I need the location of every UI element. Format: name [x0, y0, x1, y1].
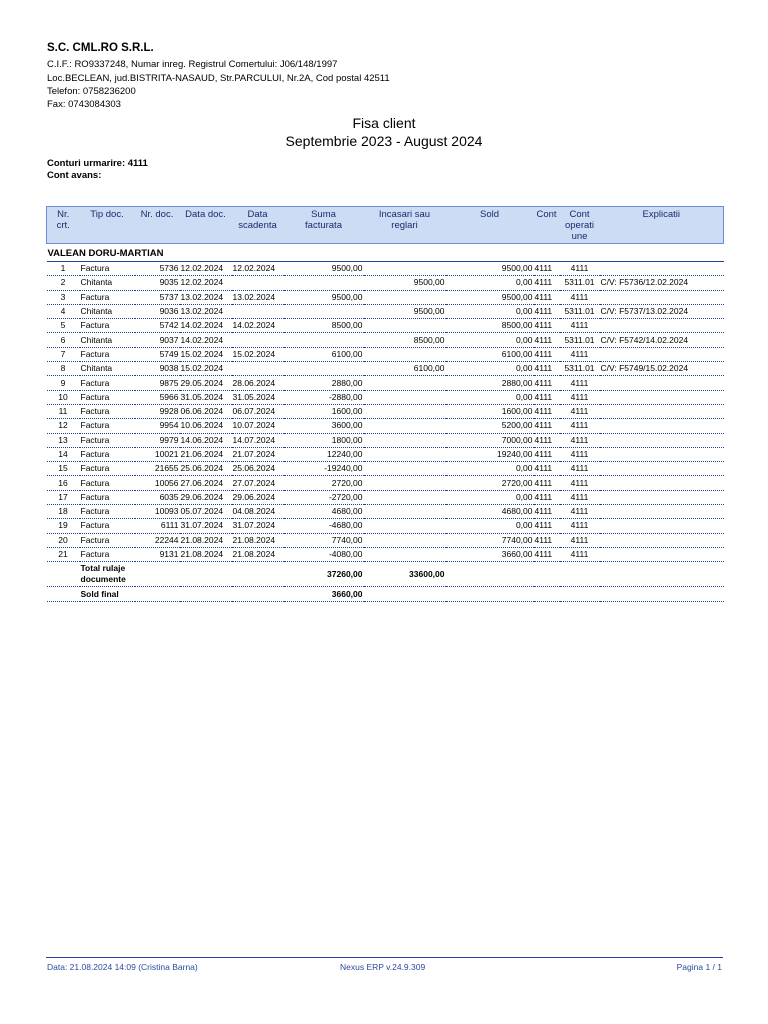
totals-label: Total rulaje documente — [80, 562, 284, 587]
cell-nr-crt: 5 — [47, 319, 80, 333]
cell-sold: 7000,00 — [446, 433, 534, 447]
cell-data-scadenta: 14.07.2024 — [232, 433, 284, 447]
cell-suma-facturata: 2880,00 — [284, 376, 364, 390]
cell-data-doc: 29.06.2024 — [180, 490, 232, 504]
cell-explicatii — [600, 533, 724, 547]
cell-incasari — [364, 262, 446, 276]
cell-tip-doc: Chitanta — [80, 276, 135, 290]
cell-cont-operatiune: 4111 — [560, 533, 600, 547]
cell-nr-doc: 9038 — [135, 362, 180, 376]
cell-cont-operatiune: 4111 — [560, 347, 600, 361]
cell-suma-facturata: -2720,00 — [284, 490, 364, 504]
table-row — [47, 519, 724, 533]
cell-incasari — [364, 533, 446, 547]
cell-data-scadenta: 29.06.2024 — [232, 490, 284, 504]
cell-nr-crt: 12 — [47, 419, 80, 433]
cell-nr-crt: 10 — [47, 390, 80, 404]
cell-explicatii — [600, 447, 724, 461]
cell-data-scadenta — [232, 362, 284, 376]
cell-data-scadenta: 21.07.2024 — [232, 447, 284, 461]
table-row — [47, 347, 724, 361]
cell-cont-operatiune: 4111 — [560, 447, 600, 461]
cell-nr-crt: 6 — [47, 333, 80, 347]
cell-tip-doc: Chitanta — [80, 362, 135, 376]
cell-nr-doc: 10021 — [135, 447, 180, 461]
cell-cont-operatiune: 4111 — [560, 390, 600, 404]
client-group-row — [47, 244, 724, 262]
cell-tip-doc: Chitanta — [80, 333, 135, 347]
cell-cont-operatiune: 4111 — [560, 419, 600, 433]
cell-tip-doc: Chitanta — [80, 304, 135, 318]
ledger-header-row — [47, 207, 724, 244]
cell-nr-crt: 4 — [47, 304, 80, 318]
cell-nr-doc: 5736 — [135, 262, 180, 276]
cell-explicatii — [600, 505, 724, 519]
cell-data-doc: 21.08.2024 — [180, 547, 232, 561]
cell-data-doc: 21.06.2024 — [180, 447, 232, 461]
cell-sold: 4680,00 — [446, 505, 534, 519]
cell-cont: 4111 — [534, 433, 560, 447]
cell-nr-crt: 8 — [47, 362, 80, 376]
cell-explicatii — [600, 490, 724, 504]
cell-incasari — [364, 462, 446, 476]
cell-data-doc: 14.02.2024 — [180, 319, 232, 333]
cell-data-doc: 05.07.2024 — [180, 505, 232, 519]
cell-data-scadenta: 25.06.2024 — [232, 462, 284, 476]
cell-data-doc: 31.05.2024 — [180, 390, 232, 404]
cell-nr-doc: 22244 — [135, 533, 180, 547]
cell-nr-crt: 17 — [47, 490, 80, 504]
cell-suma-facturata: -4080,00 — [284, 547, 364, 561]
cell-data-scadenta: 12.02.2024 — [232, 262, 284, 276]
table-row — [47, 362, 724, 376]
cell-sold: 0,00 — [446, 276, 534, 290]
cell-sold: 0,00 — [446, 490, 534, 504]
cell-suma-facturata — [284, 333, 364, 347]
table-row — [47, 447, 724, 461]
cell-cont: 4111 — [534, 347, 560, 361]
sold-final-row — [47, 587, 724, 602]
table-row — [47, 490, 724, 504]
cell-data-scadenta: 14.02.2024 — [232, 319, 284, 333]
cell-tip-doc: Factura — [80, 347, 135, 361]
cell-data-doc: 06.06.2024 — [180, 404, 232, 418]
cell-nr-crt: 15 — [47, 462, 80, 476]
cell-nr-doc: 10093 — [135, 505, 180, 519]
cell-cont: 4111 — [534, 333, 560, 347]
cell-incasari — [364, 547, 446, 561]
cell-cont: 4111 — [534, 447, 560, 461]
cell-cont: 4111 — [534, 533, 560, 547]
cell-nr-crt: 7 — [47, 347, 80, 361]
cell-tip-doc: Factura — [80, 447, 135, 461]
cell-sold: 0,00 — [446, 462, 534, 476]
cell-data-doc: 29.05.2024 — [180, 376, 232, 390]
cell-incasari: 8500,00 — [364, 333, 446, 347]
cell-sold: 0,00 — [446, 362, 534, 376]
cell-cont: 4111 — [534, 490, 560, 504]
cell-cont: 4111 — [534, 505, 560, 519]
cell-explicatii — [600, 519, 724, 533]
final-spacer — [47, 587, 80, 602]
cell-suma-facturata: 3600,00 — [284, 419, 364, 433]
company-cif: C.I.F.: RO9337248, Numar inreg. Registrul Comertului: J06/148/1997 — [47, 59, 338, 70]
cell-nr-doc: 21655 — [135, 462, 180, 476]
cell-cont-operatiune: 4111 — [560, 505, 600, 519]
cell-cont-operatiune: 5311.01 — [560, 333, 600, 347]
cell-tip-doc: Factura — [80, 505, 135, 519]
cell-explicatii — [600, 476, 724, 490]
header-cont: Cont — [534, 207, 560, 244]
cell-incasari — [364, 419, 446, 433]
cell-explicatii — [600, 404, 724, 418]
cell-incasari — [364, 447, 446, 461]
cell-incasari — [364, 433, 446, 447]
cell-data-doc: 13.02.2024 — [180, 290, 232, 304]
cell-tip-doc: Factura — [80, 490, 135, 504]
cell-sold: 7740,00 — [446, 533, 534, 547]
conturi-urmarire: Conturi urmarire: 4111 — [47, 158, 148, 169]
header-data-scadenta: Data scadenta — [232, 207, 284, 244]
document-title: Fisa client — [352, 115, 416, 131]
cell-data-scadenta: 13.02.2024 — [232, 290, 284, 304]
cell-data-doc: 10.06.2024 — [180, 419, 232, 433]
cell-incasari: 6100,00 — [364, 362, 446, 376]
cell-data-scadenta: 31.05.2024 — [232, 390, 284, 404]
cell-incasari — [364, 476, 446, 490]
cell-nr-crt: 2 — [47, 276, 80, 290]
table-row — [47, 290, 724, 304]
table-row — [47, 404, 724, 418]
header-tip-doc: Tip doc. — [80, 207, 135, 244]
cell-cont: 4111 — [534, 290, 560, 304]
cell-cont: 4111 — [534, 376, 560, 390]
cell-suma-facturata: -19240,00 — [284, 462, 364, 476]
cell-cont: 4111 — [534, 419, 560, 433]
cell-tip-doc: Factura — [80, 390, 135, 404]
cell-data-scadenta: 27.07.2024 — [232, 476, 284, 490]
cell-sold: 0,00 — [446, 390, 534, 404]
cell-suma-facturata — [284, 276, 364, 290]
cell-nr-doc: 6035 — [135, 490, 180, 504]
cell-tip-doc: Factura — [80, 290, 135, 304]
cell-incasari: 9500,00 — [364, 276, 446, 290]
cell-data-doc: 12.02.2024 — [180, 262, 232, 276]
cell-data-doc: 27.06.2024 — [180, 476, 232, 490]
cell-cont-operatiune: 4111 — [560, 319, 600, 333]
totals-rest — [446, 562, 724, 587]
cell-data-scadenta — [232, 276, 284, 290]
cell-nr-doc: 5749 — [135, 347, 180, 361]
cell-sold: 9500,00 — [446, 290, 534, 304]
cell-tip-doc: Factura — [80, 404, 135, 418]
cell-data-doc: 12.02.2024 — [180, 276, 232, 290]
table-row — [47, 390, 724, 404]
table-row — [47, 419, 724, 433]
header-incasari: Incasari sau reglari — [364, 207, 446, 244]
cell-nr-doc: 9131 — [135, 547, 180, 561]
cell-nr-doc: 5966 — [135, 390, 180, 404]
cell-data-scadenta: 31.07.2024 — [232, 519, 284, 533]
cell-sold: 0,00 — [446, 519, 534, 533]
cont-avans: Cont avans: — [47, 170, 102, 181]
cell-nr-crt: 21 — [47, 547, 80, 561]
cell-explicatii — [600, 347, 724, 361]
cell-cont: 4111 — [534, 404, 560, 418]
cell-data-doc: 13.02.2024 — [180, 304, 232, 318]
cell-suma-facturata: 7740,00 — [284, 533, 364, 547]
cell-nr-crt: 18 — [47, 505, 80, 519]
cell-data-scadenta: 28.06.2024 — [232, 376, 284, 390]
header-data-doc: Data doc. — [180, 207, 232, 244]
cell-suma-facturata: 12240,00 — [284, 447, 364, 461]
cell-data-doc: 21.08.2024 — [180, 533, 232, 547]
cell-tip-doc: Factura — [80, 547, 135, 561]
cell-data-doc: 31.07.2024 — [180, 519, 232, 533]
company-fax: Fax: 0743084303 — [47, 99, 121, 110]
cell-incasari — [364, 290, 446, 304]
cell-incasari — [364, 490, 446, 504]
table-row — [47, 433, 724, 447]
cell-nr-crt: 20 — [47, 533, 80, 547]
cell-data-scadenta — [232, 333, 284, 347]
cell-cont: 4111 — [534, 276, 560, 290]
cell-data-scadenta: 21.08.2024 — [232, 547, 284, 561]
cell-sold: 2880,00 — [446, 376, 534, 390]
table-row — [47, 533, 724, 547]
cell-data-scadenta: 15.02.2024 — [232, 347, 284, 361]
cell-nr-doc: 9037 — [135, 333, 180, 347]
cell-cont: 4111 — [534, 476, 560, 490]
cell-sold: 9500,00 — [446, 262, 534, 276]
cell-explicatii — [600, 547, 724, 561]
footer-divider — [46, 957, 723, 958]
cell-data-doc: 15.02.2024 — [180, 347, 232, 361]
cell-cont: 4111 — [534, 362, 560, 376]
cell-nr-crt: 1 — [47, 262, 80, 276]
cell-cont: 4111 — [534, 319, 560, 333]
cell-data-doc: 25.06.2024 — [180, 462, 232, 476]
cell-explicatii: C/V: F5742/14.02.2024 — [600, 333, 724, 347]
cell-cont-operatiune: 4111 — [560, 290, 600, 304]
cell-tip-doc: Factura — [80, 319, 135, 333]
cell-incasari — [364, 319, 446, 333]
cell-explicatii: C/V: F5749/15.02.2024 — [600, 362, 724, 376]
cell-data-scadenta: 10.07.2024 — [232, 419, 284, 433]
cell-nr-crt: 9 — [47, 376, 80, 390]
company-name: S.C. CML.RO S.R.L. — [47, 42, 154, 54]
document-period: Septembrie 2023 - August 2024 — [285, 133, 483, 149]
cell-nr-crt: 14 — [47, 447, 80, 461]
ledger-table — [46, 206, 724, 602]
cell-cont: 4111 — [534, 462, 560, 476]
table-row — [47, 505, 724, 519]
totals-suma-facturata: 37260,00 — [284, 562, 364, 587]
cell-nr-doc: 5742 — [135, 319, 180, 333]
cell-cont-operatiune: 4111 — [560, 433, 600, 447]
cell-suma-facturata: -4680,00 — [284, 519, 364, 533]
cell-cont-operatiune: 4111 — [560, 262, 600, 276]
sold-final-value: 3660,00 — [284, 587, 364, 602]
cell-tip-doc: Factura — [80, 476, 135, 490]
header-nr-doc: Nr. doc. — [135, 207, 180, 244]
totals-row — [47, 562, 724, 587]
cell-sold: 1600,00 — [446, 404, 534, 418]
cell-cont-operatiune: 5311.01 — [560, 362, 600, 376]
cell-nr-crt: 13 — [47, 433, 80, 447]
cell-suma-facturata: 6100,00 — [284, 347, 364, 361]
cell-nr-doc: 5737 — [135, 290, 180, 304]
cell-nr-doc: 9979 — [135, 433, 180, 447]
client-name: VALEAN DORU-MARTIAN — [47, 244, 724, 262]
cell-tip-doc: Factura — [80, 462, 135, 476]
header-suma-facturata: Suma facturata — [284, 207, 364, 244]
cell-cont-operatiune: 4111 — [560, 376, 600, 390]
cell-tip-doc: Factura — [80, 376, 135, 390]
cell-sold: 0,00 — [446, 333, 534, 347]
cell-explicatii — [600, 376, 724, 390]
final-rest — [364, 587, 724, 602]
cell-cont: 4111 — [534, 519, 560, 533]
table-row — [47, 462, 724, 476]
cell-tip-doc: Factura — [80, 419, 135, 433]
table-row — [47, 304, 724, 318]
cell-data-doc: 14.06.2024 — [180, 433, 232, 447]
cell-nr-crt: 3 — [47, 290, 80, 304]
cell-cont-operatiune: 4111 — [560, 490, 600, 504]
cell-sold: 2720,00 — [446, 476, 534, 490]
cell-cont-operatiune: 5311.01 — [560, 276, 600, 290]
cell-data-doc: 15.02.2024 — [180, 362, 232, 376]
cell-cont-operatiune: 4111 — [560, 404, 600, 418]
header-explicatii: Explicatii — [600, 207, 724, 244]
cell-suma-facturata: -2880,00 — [284, 390, 364, 404]
cell-incasari — [364, 376, 446, 390]
cell-explicatii — [600, 262, 724, 276]
cell-incasari — [364, 347, 446, 361]
cell-cont-operatiune: 4111 — [560, 462, 600, 476]
cell-sold: 6100,00 — [446, 347, 534, 361]
footer-date: Data: 21.08.2024 14:09 (Cristina Barna) — [47, 962, 198, 972]
cell-suma-facturata: 1800,00 — [284, 433, 364, 447]
cell-data-doc: 14.02.2024 — [180, 333, 232, 347]
header-nr-crt: Nr. crt. — [47, 207, 80, 244]
cell-explicatii — [600, 462, 724, 476]
cell-suma-facturata: 2720,00 — [284, 476, 364, 490]
cell-suma-facturata — [284, 304, 364, 318]
cell-nr-doc: 6111 — [135, 519, 180, 533]
header-cont-operatiune: Cont operati une — [560, 207, 600, 244]
cell-nr-doc: 9954 — [135, 419, 180, 433]
cell-data-scadenta: 06.07.2024 — [232, 404, 284, 418]
cell-suma-facturata — [284, 362, 364, 376]
cell-incasari: 9500,00 — [364, 304, 446, 318]
cell-tip-doc: Factura — [80, 519, 135, 533]
footer-version: Nexus ERP v.24.9.309 — [340, 962, 426, 972]
cell-incasari — [364, 390, 446, 404]
cell-nr-crt: 19 — [47, 519, 80, 533]
cell-explicatii — [600, 419, 724, 433]
cell-cont-operatiune: 4111 — [560, 476, 600, 490]
cell-nr-crt: 16 — [47, 476, 80, 490]
cell-cont-operatiune: 5311.01 — [560, 304, 600, 318]
cell-explicatii: C/V: F5736/12.02.2024 — [600, 276, 724, 290]
company-address: Loc.BECLEAN, jud.BISTRITA-NASAUD, Str.PARCULUI, Nr.2A, Cod postal 42511 — [47, 73, 390, 84]
cell-incasari — [364, 505, 446, 519]
table-row — [47, 319, 724, 333]
cell-explicatii — [600, 433, 724, 447]
cell-sold: 0,00 — [446, 304, 534, 318]
sold-final-label: Sold final — [80, 587, 284, 602]
cell-tip-doc: Factura — [80, 433, 135, 447]
cell-explicatii: C/V: F5737/13.02.2024 — [600, 304, 724, 318]
cell-tip-doc: Factura — [80, 262, 135, 276]
cell-explicatii — [600, 319, 724, 333]
company-phone: Telefon: 0758236200 — [47, 86, 136, 97]
table-row — [47, 262, 724, 276]
cell-explicatii — [600, 290, 724, 304]
table-row — [47, 547, 724, 561]
table-row — [47, 376, 724, 390]
cell-nr-doc: 9875 — [135, 376, 180, 390]
cell-tip-doc: Factura — [80, 533, 135, 547]
cell-nr-doc: 9035 — [135, 276, 180, 290]
cell-explicatii — [600, 390, 724, 404]
cell-sold: 5200,00 — [446, 419, 534, 433]
cell-cont: 4111 — [534, 547, 560, 561]
cell-nr-doc: 9928 — [135, 404, 180, 418]
cell-sold: 19240,00 — [446, 447, 534, 461]
cell-nr-crt: 11 — [47, 404, 80, 418]
cell-cont: 4111 — [534, 390, 560, 404]
cell-data-scadenta: 21.08.2024 — [232, 533, 284, 547]
table-row — [47, 276, 724, 290]
cell-suma-facturata: 4680,00 — [284, 505, 364, 519]
cell-suma-facturata: 8500,00 — [284, 319, 364, 333]
cell-incasari — [364, 404, 446, 418]
totals-spacer — [47, 562, 80, 587]
cell-data-scadenta: 04.08.2024 — [232, 505, 284, 519]
cell-nr-doc: 9036 — [135, 304, 180, 318]
cell-cont: 4111 — [534, 304, 560, 318]
cell-suma-facturata: 9500,00 — [284, 262, 364, 276]
cell-incasari — [364, 519, 446, 533]
table-row — [47, 476, 724, 490]
footer-page: Pagina 1 / 1 — [676, 962, 722, 972]
cell-cont-operatiune: 4111 — [560, 519, 600, 533]
cell-suma-facturata: 9500,00 — [284, 290, 364, 304]
totals-incasari: 33600,00 — [364, 562, 446, 587]
cell-nr-doc: 10056 — [135, 476, 180, 490]
cell-sold: 3660,00 — [446, 547, 534, 561]
cell-data-scadenta — [232, 304, 284, 318]
header-sold: Sold — [446, 207, 534, 244]
cell-suma-facturata: 1600,00 — [284, 404, 364, 418]
cell-sold: 8500,00 — [446, 319, 534, 333]
table-row — [47, 333, 724, 347]
cell-cont: 4111 — [534, 262, 560, 276]
cell-cont-operatiune: 4111 — [560, 547, 600, 561]
